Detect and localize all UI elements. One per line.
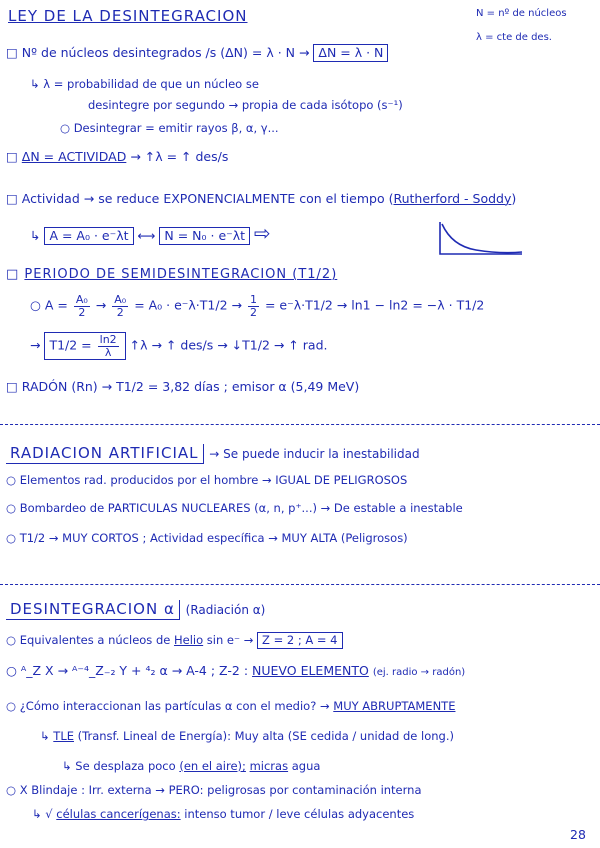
formula-box-t12: T1/2 = $\frac{\ln 2}{\lambda}$ xyxy=(44,332,125,360)
section-title-artificial: RADIACION ARTIFICIAL → Se puede inducir la inestabilidad xyxy=(6,444,420,464)
line-actividad: □ ΔN = ACTIVIDAD → ↑λ = ↑ des/s xyxy=(6,149,229,164)
line-exponencial: □ Actividad → se reduce EXPONENCIALMENTE con el tiempo (Rutherford - Soddy) xyxy=(6,191,517,206)
formula-box-deltaN: ΔN = λ · N xyxy=(313,44,388,62)
line-desintegrar: ○ Desintegrar = emitir rayos β, α, γ... xyxy=(60,121,279,135)
side-note-n: N = nº de núcleos xyxy=(476,8,567,19)
bullet-circle-icon: ○ xyxy=(6,663,21,678)
section-title-alfa: DESINTEGRACION α (Radiación α) xyxy=(6,600,265,620)
line-lambda-def-2: desintegre por segundo → propia de cada isótopo (s⁻¹) xyxy=(88,98,403,112)
line-alfa-2: ○ ᴬ_Z X → ᴬ⁻⁴_Z₋₂ Y + ⁴₂ α → A-4 ; Z-2 : NUEVO ELEMENTO (ej. radio → radón) xyxy=(6,663,466,678)
line-artificial-3: ○ T1/2 → MUY CORTOS ; Actividad específica → MUY ALTA (Peligrosos) xyxy=(6,531,408,545)
arrow-down-right-icon: ↳ xyxy=(30,228,45,243)
formula-box-N: N = N₀ · e⁻λt xyxy=(159,227,250,245)
section-title-periodo: □ PERIODO DE SEMIDESINTEGRACION (T1/2) xyxy=(6,267,338,282)
bullet-square-icon: □ xyxy=(6,191,22,206)
bullet-circle-icon: ○ xyxy=(60,121,74,135)
line-lambda-def: ↳ λ = probabilidad de que un núcleo se xyxy=(30,77,259,91)
bullet-circle-icon: ○ xyxy=(30,297,45,313)
side-note-lambda: λ = cte de des. xyxy=(476,32,552,43)
divider xyxy=(0,424,600,425)
big-arrow-icon: ⇨ xyxy=(254,221,271,245)
line-alfa-desplaza: ↳ Se desplaza poco (en el aire); micras agua xyxy=(62,759,321,773)
bullet-circle-icon: ○ xyxy=(6,473,20,487)
line-alfa-3: ○ ¿Cómo interaccionan las partículas α con el medio? → MUY ABRUPTAMENTE xyxy=(6,699,456,713)
fraction-1-2: $\frac{1}{2}$ xyxy=(249,293,257,319)
bullet-square-icon: □ xyxy=(6,267,25,282)
section-title-ley: LEY DE LA DESINTEGRACION xyxy=(8,7,248,25)
line-t12-formula: → T1/2 = $\frac{\ln 2}{\lambda}$ ↑λ → ↑ des/s → ↓T1/2 → ↑ rad. xyxy=(30,333,328,359)
fraction-a0-2: $\frac{\text{A₀}}{2}$ xyxy=(75,293,88,319)
line-alfa-1: ○ Equivalentes a núcleos de Helio sin e⁻ → Z = 2 ; A = 4 xyxy=(6,632,343,649)
divider xyxy=(0,584,600,585)
bullet-square-icon: □ xyxy=(6,379,22,394)
line-formulas-exp: ↳ A = A₀ · e⁻λt ⟷ N = N₀ · e⁻λt ⇨ xyxy=(30,221,271,245)
fraction-a0-2b: $\frac{\text{A₀}}{2}$ xyxy=(114,293,127,319)
arrow-down-right-icon: ↳ xyxy=(62,759,76,773)
decay-curve-icon xyxy=(436,220,526,258)
bullet-circle-icon: ○ xyxy=(6,633,20,647)
bullet-circle-icon: ○ xyxy=(6,783,20,797)
line-alfa-tle: ↳ TLE (Transf. Lineal de Energía): Muy alta (SE cedida / unidad de long.) xyxy=(40,729,454,743)
line-artificial-2: ○ Bombardeo de PARTICULAS NUCLEARES (α, n, p⁺...) → De estable a inestable xyxy=(6,501,463,515)
check-icon: √ xyxy=(45,807,53,821)
line-nucleos: □ Nº de núcleos desintegrados /s (ΔN) = λ · N → ΔN = λ · N xyxy=(6,44,388,62)
bullet-square-icon: □ xyxy=(6,45,22,60)
arrow-down-right-icon: ↳ xyxy=(32,807,46,821)
line-artificial-1: ○ Elementos rad. producidos por el hombre → IGUAL DE PELIGROSOS xyxy=(6,473,408,487)
bullet-circle-icon: ○ xyxy=(6,501,20,515)
formula-box-z2a4: Z = 2 ; A = 4 xyxy=(257,632,342,649)
line-alfa-blindaje: ○ X Blindaje : Irr. externa → PERO: peligrosas por contaminación interna xyxy=(6,783,422,797)
bullet-square-icon: □ xyxy=(6,149,22,164)
arrow-down-right-icon: ↳ xyxy=(30,77,44,91)
formula-box-A: A = A₀ · e⁻λt xyxy=(44,227,133,245)
line-radon: □ RADÓN (Rn) → T1/2 = 3,82 días ; emisor α (5,49 MeV) xyxy=(6,379,360,394)
line-periodo-eq: ○ A = $\frac{\text{A₀}}{2}$ → $\frac{\text{A₀}}{2}$ = A₀ · e⁻λ·T1/2 → $\frac{1}{2}$ = e⁻λ·T1/2 → ln1 − ln2 = −λ · T1/2 xyxy=(30,293,485,319)
bullet-circle-icon: ○ xyxy=(6,699,20,713)
arrow-down-right-icon: ↳ xyxy=(40,729,54,743)
bullet-circle-icon: ○ xyxy=(6,531,20,545)
line-alfa-canceres: ↳ √ células cancerígenas: intenso tumor / leve células adyacentes xyxy=(32,807,415,821)
page-number: 28 xyxy=(570,827,586,842)
